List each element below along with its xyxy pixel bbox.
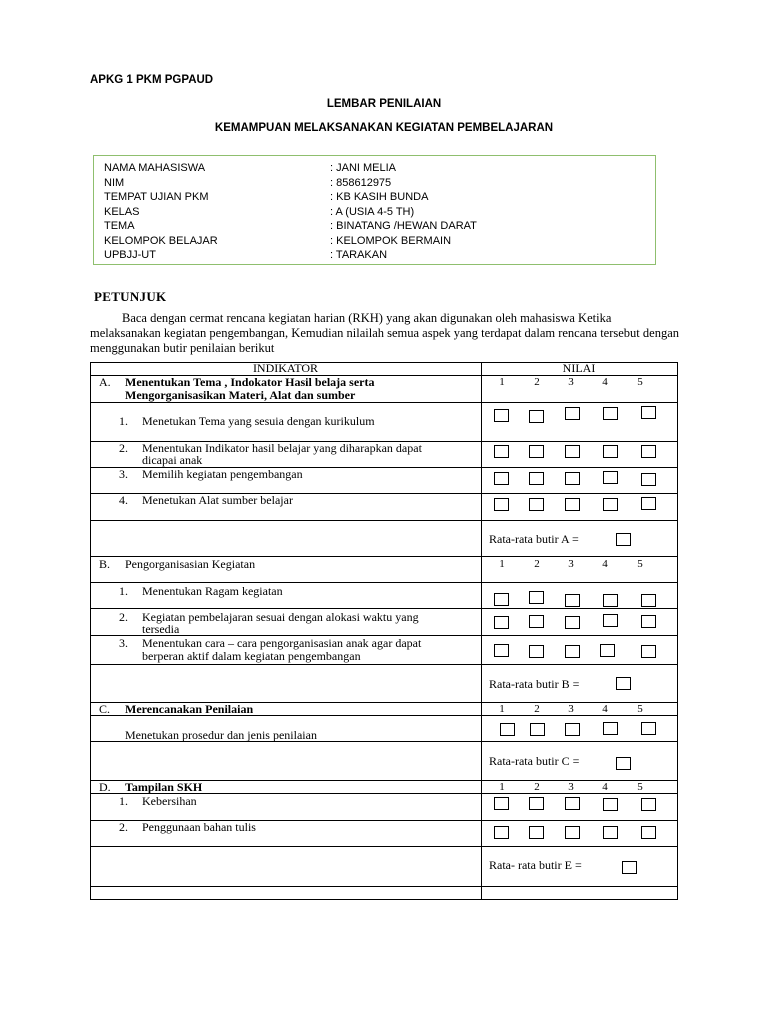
score-checkbox-b1-3[interactable] [565,594,580,607]
item-label: Menentukan Ragam kegiatan [142,584,283,598]
score-checkbox-a3-2[interactable] [529,472,544,485]
score-checkbox-b1-1[interactable] [494,593,509,606]
scale-5: 5 [637,376,643,388]
scale-5: 5 [637,781,643,793]
scale-4: 4 [602,376,608,388]
info-value-upbjj: : TARAKAN [330,249,388,261]
scale-3: 3 [568,558,574,570]
score-checkbox-d1-1[interactable] [494,797,509,810]
score-checkbox-c1-5[interactable] [641,722,656,735]
info-value-tema: : BINATANG /HEWAN DARAT [330,220,477,232]
scale-4: 4 [602,558,608,570]
score-checkbox-b1-2[interactable] [529,591,544,604]
section-a-title: Menentukan Tema , Indokator Hasil belaja serta [125,375,375,389]
scale-2: 2 [534,376,540,388]
item-label: Penggunaan bahan tulis [142,820,256,834]
item-number: 1. [119,584,128,598]
score-checkbox-a4-2[interactable] [529,498,544,511]
scale-1: 1 [499,781,505,793]
score-checkbox-a4-1[interactable] [494,498,509,511]
score-checkbox-a3-1[interactable] [494,472,509,485]
table-rule [90,899,678,900]
score-checkbox-d1-2[interactable] [529,797,544,810]
item-label: Menetukan Alat sumber belajar [142,493,293,507]
table-rule [90,582,678,583]
score-checkbox-a4-5[interactable] [641,497,656,510]
score-checkbox-a4-3[interactable] [565,498,580,511]
assessment-table [90,362,678,900]
item-label: Memilih kegiatan pengembangan [142,467,303,481]
page-subtitle: KEMAMPUAN MELAKSANAKAN KEGIATAN PEMBELAJARAN [214,122,554,134]
score-checkbox-d1-4[interactable] [603,798,618,811]
score-checkbox-a3-4[interactable] [603,471,618,484]
instructions-text: Baca dengan cermat rencana kegiatan harian (RKH) yang akan digunakan oleh mahasiswa Ketika melaksanakan kegiatan pengembangan, Kemudian nilailah semua aspek yang terdapat dalam rencana tersebut dengan menggunakan butir penilaian berikut [90,311,679,355]
score-checkbox-a3-3[interactable] [565,472,580,485]
info-value-kelompok: : KELOMPOK BERMAIN [330,234,452,247]
info-label-nama: NAMA MAHASISWA [104,162,206,174]
instructions-heading: PETUNJUK [94,289,167,304]
info-label-nim: NIM [104,176,125,189]
item-number: 2. [119,441,128,455]
average-a-label: Rata-rata butir A = [489,532,579,546]
table-rule [90,362,91,900]
table-rule [90,886,678,887]
score-checkbox-a1-3[interactable] [565,407,580,420]
section-a-letter: A. [99,375,111,389]
average-c-label: Rata-rata butir C = [489,754,580,768]
page-title: LEMBAR PENILAIAN [326,98,442,110]
table-rule [90,520,678,521]
scale-3: 3 [568,703,574,715]
scale-1: 1 [499,376,505,388]
score-checkbox-b3-5[interactable] [641,645,656,658]
score-checkbox-a1-5[interactable] [641,406,656,419]
scale-2: 2 [534,558,540,570]
item-label: Menetukan Tema yang sesuia dengan kurikulum [142,414,375,428]
info-label-kelompok: KELOMPOK BELAJAR [104,234,218,247]
item-number: 2. [119,820,128,834]
info-value-kelas: : A (USIA 4-5 TH) [330,205,415,218]
scale-3: 3 [568,781,574,793]
score-checkbox-b3-1[interactable] [494,644,509,657]
score-checkbox-b2-5[interactable] [641,615,656,628]
score-checkbox-d1-5[interactable] [641,798,656,811]
table-rule [677,362,678,900]
info-value-tempat: : KB KASIH BUNDA [330,191,429,203]
score-checkbox-c1-2[interactable] [530,723,545,736]
score-checkbox-d2-5[interactable] [641,826,656,839]
table-rule [481,362,482,900]
item-label: Menentukan Indikator hasil belajar yang diharapkan dapat [142,441,422,455]
scale-1: 1 [499,558,505,570]
average-d-box[interactable] [622,861,637,874]
item-label: Kegiatan pembelajaran sesuai dengan alokasi waktu yang [142,610,419,624]
scale-1: 1 [499,703,505,715]
score-checkbox-b1-5[interactable] [641,594,656,607]
average-b-label: Rata-rata butir B = [489,677,580,691]
item-label: Menetukan prosedur dan jenis penilaian [125,728,317,742]
scale-4: 4 [602,781,608,793]
score-checkbox-c1-1[interactable] [500,723,515,736]
score-checkbox-b3-2[interactable] [529,645,544,658]
section-b-letter: B. [99,557,111,571]
score-checkbox-a2-4[interactable] [603,445,618,458]
score-checkbox-a3-5[interactable] [641,473,656,486]
scale-4: 4 [602,703,608,715]
item-number: 1. [119,414,128,428]
info-label-upbjj: UPBJJ-UT [104,249,156,261]
table-rule [90,608,678,609]
document-code: APKG 1 PKM PGPAUD [90,74,214,86]
scale-5: 5 [637,558,643,570]
scale-5: 5 [637,703,643,715]
score-checkbox-a4-4[interactable] [603,498,618,511]
score-checkbox-a1-2[interactable] [529,410,544,423]
scale-2: 2 [534,781,540,793]
score-checkbox-a2-5[interactable] [641,445,656,458]
item-label-cont: tersedia [142,622,180,636]
item-number: 4. [119,493,128,507]
score-checkbox-a2-1[interactable] [494,445,509,458]
item-label: Kebersihan [142,794,197,808]
average-d-label: Rata- rata butir E = [489,858,582,872]
score-checkbox-a1-4[interactable] [603,407,618,420]
score-checkbox-d2-3[interactable] [565,826,580,839]
section-b-title: Pengorganisasian Kegiatan [125,557,256,571]
score-checkbox-d2-2[interactable] [529,826,544,839]
section-d-title: Tampilan SKH [125,780,203,794]
info-value-nim: : 858612975 [330,176,392,189]
table-rule [90,846,678,847]
item-label-cont: berperan aktif dalam kegiatan pengembangan [142,649,361,663]
score-checkbox-a1-1[interactable] [494,409,509,422]
table-rule [90,664,678,665]
average-c-box[interactable] [616,757,631,770]
info-label-kelas: KELAS [104,205,140,218]
score-checkbox-d1-3[interactable] [565,797,580,810]
section-d-letter: D. [99,780,111,794]
info-label-tema: TEMA [104,220,135,232]
header-nilai: NILAI [562,361,596,375]
score-checkbox-b3-4[interactable] [600,644,615,657]
section-c-letter: C. [99,702,111,716]
score-checkbox-c1-3[interactable] [565,723,580,736]
score-checkbox-d2-4[interactable] [603,826,618,839]
item-number: 3. [119,636,128,650]
section-c-title: Merencanakan Penilaian [125,702,254,716]
score-checkbox-b1-4[interactable] [603,594,618,607]
table-rule [90,402,678,403]
info-value-nama: : JANI MELIA [330,162,397,174]
score-checkbox-a2-2[interactable] [529,445,544,458]
score-checkbox-b2-3[interactable] [565,616,580,629]
score-checkbox-d2-1[interactable] [494,826,509,839]
header-indikator: INDIKATOR [252,361,319,375]
average-a-box[interactable] [616,533,631,546]
score-checkbox-b3-3[interactable] [565,645,580,658]
info-label-tempat: TEMPAT UJIAN PKM [104,191,209,203]
score-checkbox-b2-4[interactable] [603,614,618,627]
score-checkbox-a2-3[interactable] [565,445,580,458]
item-number: 3. [119,467,128,481]
scale-2: 2 [534,703,540,715]
score-checkbox-b2-1[interactable] [494,616,509,629]
score-checkbox-c1-4[interactable] [603,722,618,735]
section-a-title-cont: Mengorganisasikan Materi, Alat dan sumber [125,388,356,402]
average-b-box[interactable] [616,677,631,690]
item-number: 1. [119,794,128,808]
item-number: 2. [119,610,128,624]
student-info-box [93,155,656,265]
scale-3: 3 [568,376,574,388]
item-label-cont: dicapai anak [142,453,203,467]
score-checkbox-b2-2[interactable] [529,615,544,628]
item-label: Menentukan cara – cara pengorganisasian anak agar dapat [142,636,422,650]
